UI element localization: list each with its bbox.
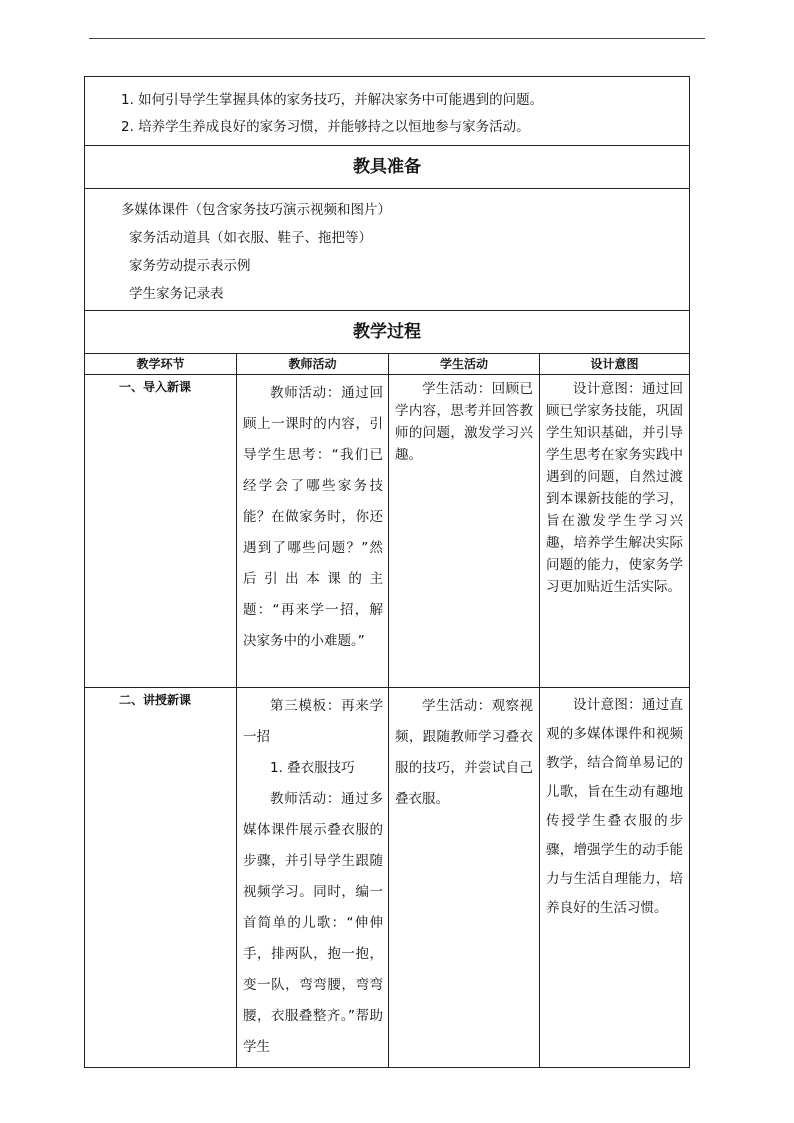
materials-title: 教具准备 — [353, 157, 422, 177]
materials-cell — [85, 189, 690, 311]
material-item: 多媒体课件（包含家务技巧演示视频和图片） — [121, 202, 391, 218]
stage-label: 一、导入新课 — [119, 380, 192, 394]
material-item: 家务劳动提示表示例 — [129, 258, 251, 274]
teacher-activity-heading: 第三模板：再来学一招 — [243, 698, 383, 745]
student-activity: 学生活动：回顾已学内容，思考并回答教师的问题，激发学习兴趣。 — [395, 381, 533, 463]
column-header-stage: 教学环节 — [136, 357, 185, 371]
teacher-activity: 教师活动：通过回顾上一课时的内容，引导学生思考：“我们已经学会了哪些家务技能？在做家务时，你还遇到了哪些问题？”然后引出本课的主题：“再来学一招，解决家务中的小难题。” — [243, 385, 383, 649]
column-header-teacher: 教师活动 — [288, 357, 337, 371]
materials-row — [85, 189, 690, 311]
material-item: 家务活动道具（如衣服、鞋子、拖把等） — [129, 230, 372, 246]
column-header-design: 设计意图 — [590, 357, 639, 371]
process-row-intro — [85, 375, 690, 688]
student-activity: 学生活动：观察视频，跟随教师学习叠衣服的技巧，并尝试自己叠衣服。 — [395, 698, 533, 807]
process-title-row — [85, 311, 690, 354]
material-item: 学生家务记录表 — [129, 286, 224, 302]
process-header-row — [85, 354, 690, 375]
process-title: 教学过程 — [353, 322, 422, 342]
page-header-rule — [89, 38, 705, 39]
objective-item: 2. 培养学生养成良好的家务习惯，并能够持之以恒地参与家务活动。 — [121, 119, 530, 135]
teacher-activity-subheading: 1. 叠衣服技巧 — [270, 760, 355, 776]
objectives-cell — [85, 77, 690, 146]
objectives-row — [85, 77, 690, 146]
objective-item: 1. 如何引导学生掌握具体的家务技巧，并解决家务中可能遇到的问题。 — [121, 92, 544, 108]
stage-label: 二、讲授新课 — [119, 693, 192, 707]
materials-title-row — [85, 146, 690, 189]
process-row-new-lesson — [85, 688, 690, 1068]
design-intent: 设计意图：通过回顾已学家务技能，巩固学生知识基础，并引导学生思考在家务实践中遇到的问题，自然过渡到本课新技能的学习，旨在激发学生学习兴趣，培养学生解决实际问题的能力，使家务学习更加贴近生活实际。 — [546, 381, 684, 595]
design-intent: 设计意图：通过直观的多媒体课件和视频教学，结合简单易记的儿歌，旨在生动有趣地传授学生叠衣服的步骤，增强学生的动手能力与生活自理能力，培养良好的生活习惯。 — [546, 697, 684, 916]
teacher-activity: 教师活动：通过多媒体课件展示叠衣服的步骤，并引导学生跟随视频学习。同时，编一首简单的儿歌：“伸伸手，排两队，抱一抱，变一队，弯弯腰，弯弯腰，衣服叠整齐。”帮助学生 — [243, 791, 383, 1055]
column-header-student: 学生活动 — [439, 357, 488, 371]
lesson-plan-table — [84, 76, 690, 1068]
